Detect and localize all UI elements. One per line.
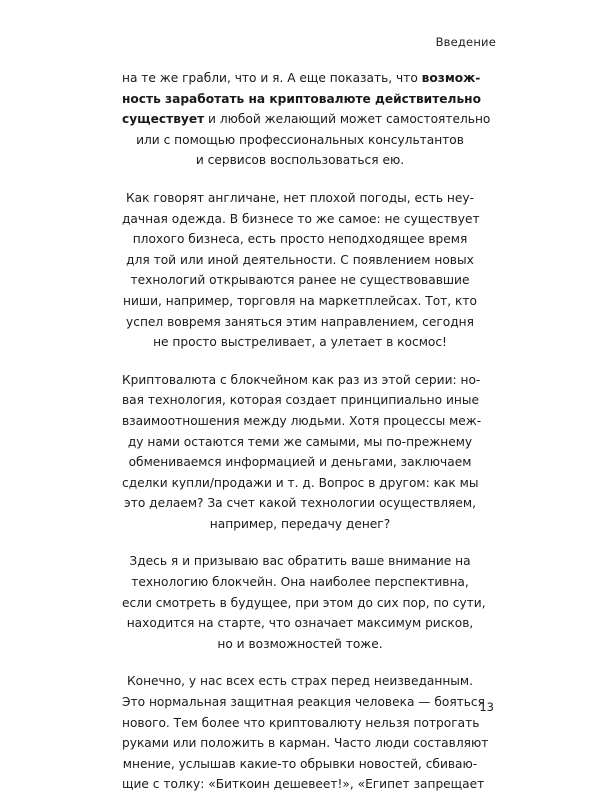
text-line: например, передачу денег? xyxy=(209,516,391,531)
paragraph xyxy=(122,188,478,353)
text-line: технологию блокчейн. Она наиболее перспективна, xyxy=(131,575,469,590)
text-line: вая технология, которая создает принципиально иные xyxy=(122,393,479,408)
text-line: сделки купли/продажи и т. д. Вопрос в другом: как мы xyxy=(122,475,479,490)
text-line: нового. Тем более что криптовалюту нельзя потрогать xyxy=(122,715,480,730)
text-line: взаимоотношения между людьми. Хотя процессы меж- xyxy=(122,413,482,428)
text-line: но и возможностей тоже. xyxy=(217,636,383,651)
paragraph xyxy=(122,370,482,535)
text-line: или с помощью профессиональных консультантов xyxy=(136,132,464,147)
running-header: Введение xyxy=(435,35,496,49)
text-line: Это нормальная защитная реакция человека — бояться xyxy=(122,695,485,710)
text-line: ду нами остаются теми же самыми, мы по-прежнему xyxy=(127,434,473,449)
text-line: ность заработать на криптовалюте действительно xyxy=(122,91,481,106)
text-line: щие с толку: «Биткоин дешевеет!», «Египет запрещает xyxy=(122,777,485,792)
text-line: и сервисов воспользоваться ею. xyxy=(195,153,405,168)
text-line: находится на старте, что означает максимум рисков, xyxy=(126,616,474,631)
text-line: мнение, услышав какие-то обрывки новостей, сбиваю- xyxy=(122,756,478,771)
paragraph xyxy=(122,551,486,654)
text-line: обмениваемся информацией и деньгами, заключаем xyxy=(128,455,472,470)
page-number: 13 xyxy=(479,700,494,714)
text-line: на те же грабли, что и я. А еще показать, что возмож- xyxy=(122,71,481,85)
text-line: Криптовалюта с блокчейном как раз из этой серии: но- xyxy=(122,372,481,387)
text-line: существует и любой желающий может самостоятельно xyxy=(122,112,491,127)
text-line: Здесь я и призываю вас обратить ваше внимание на xyxy=(129,554,471,569)
text-line: технологий открываются ранее не существовавшие xyxy=(130,273,470,288)
text-line: дачная одежда. В бизнесе то же самое: не существует xyxy=(122,211,480,226)
paragraph xyxy=(122,68,491,171)
text-line: если смотреть в будущее, при этом до сих пор, по сути, xyxy=(122,595,486,610)
text-line: руками или положить в карман. Часто люди составляют xyxy=(122,736,489,751)
text-line: это делаем? За счет какой технологии осуществляем, xyxy=(124,496,476,511)
text-line: плохого бизнеса, есть просто неподходящее время xyxy=(132,232,468,247)
text-line: Как говорят англичане, нет плохой погоды, есть неу- xyxy=(126,190,474,205)
text-line: ниши, например, торговля на маркетплейсах. Тот, кто xyxy=(123,293,477,308)
text-line: Конечно, у нас всех есть страх перед неизведанным. xyxy=(126,674,474,689)
text-line: успел вовремя заняться этим направлением, сегодня xyxy=(126,314,474,329)
text-line: для той или иной деятельности. С появлением новых xyxy=(126,252,474,267)
text-line: не просто выстреливает, а улетает в космос! xyxy=(153,335,447,350)
